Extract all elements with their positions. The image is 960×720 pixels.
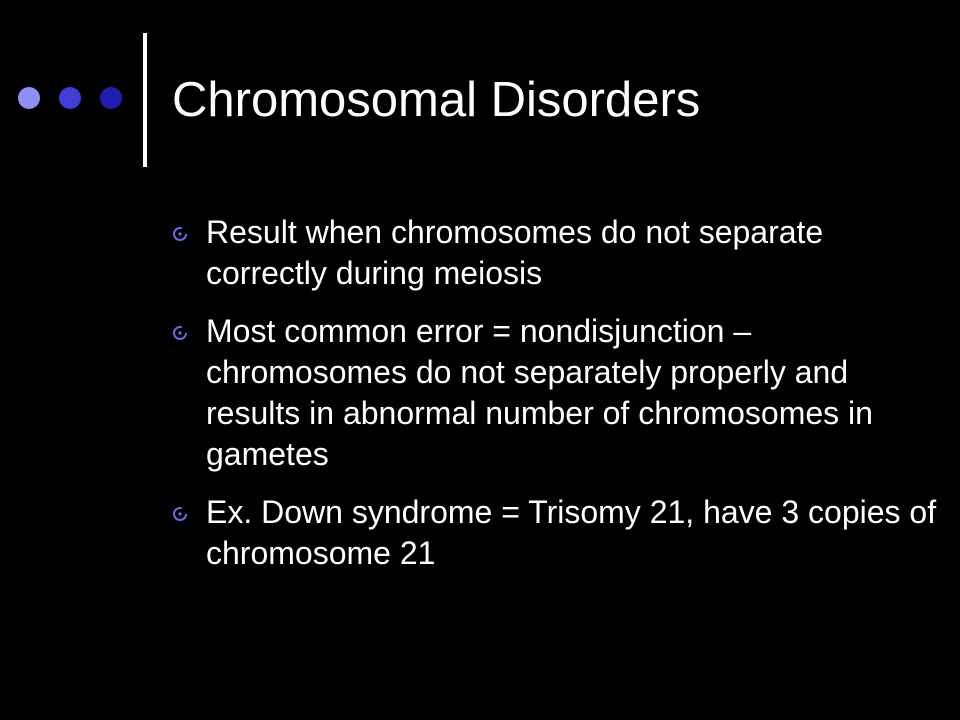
bullet-item: [172, 492, 942, 574]
swirl-bullet-icon: [172, 506, 188, 522]
bullet-text: Most common error = nondisjunction – chromosomes do not separately properly and results in abnormal number of chromosomes in gametes: [206, 313, 873, 472]
dot-icon: [59, 87, 81, 109]
bullet-text: Result when chromosomes do not separate correctly during meiosis: [206, 214, 824, 291]
dot-icon: [18, 87, 40, 109]
swirl-bullet-icon: [172, 325, 188, 341]
title-divider: [143, 33, 147, 167]
slide-title: Chromosomal Disorders: [172, 73, 701, 127]
bullet-list: [172, 212, 942, 591]
bullet-item: [172, 311, 942, 475]
dot-icon: [100, 87, 122, 109]
swirl-bullet-icon: [172, 226, 188, 242]
decorative-dots: [18, 87, 122, 109]
bullet-text: Ex. Down syndrome = Trisomy 21, have 3 copies of chromosome 21: [206, 494, 937, 571]
bullet-item: [172, 212, 942, 294]
